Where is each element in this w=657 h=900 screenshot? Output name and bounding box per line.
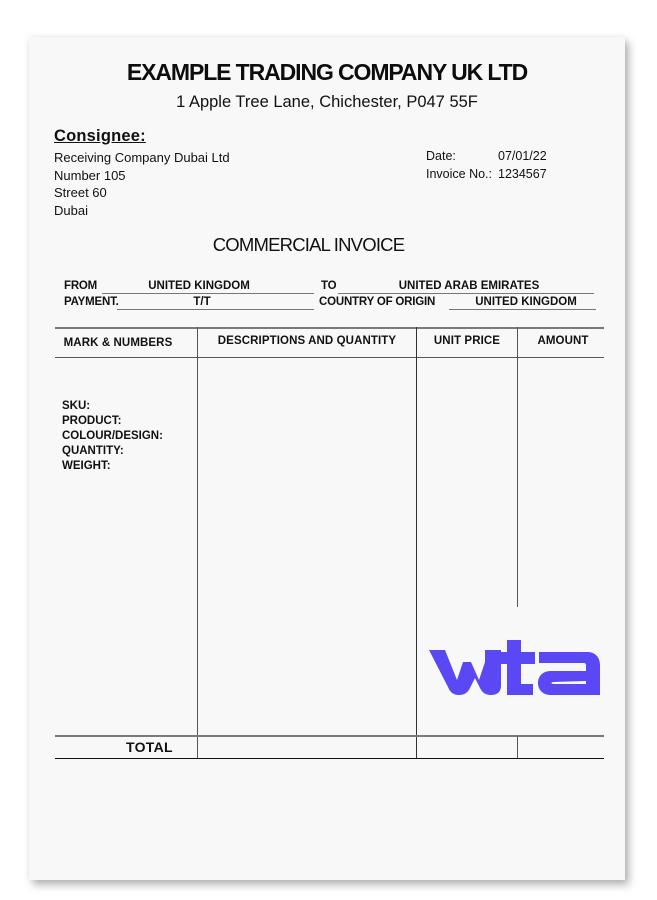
attribute-weight: WEIGHT: [62,460,111,472]
country-of-origin-label: COUNTRY OF ORIGIN [319,296,436,308]
invoice-number-value: 1234567 [498,167,547,181]
item-attributes [62,399,163,474]
table-header-bottom-border [55,357,604,358]
consignee-address [54,149,230,219]
invoice-page [29,37,625,880]
date-label: Date: [426,149,456,163]
table-top-border [55,327,604,329]
country-of-origin-value: UNITED KINGDOM [475,296,577,308]
column-header-descriptions: DESCRIPTIONS AND QUANTITY [217,335,397,347]
column-divider-3 [517,327,518,607]
from-value: UNITED KINGDOM [148,280,250,292]
total-label: TOTAL [126,739,173,755]
consignee-line: Number 105 [54,167,126,183]
attribute-colour-design: COLOUR/DESIGN: [62,430,163,442]
consignee-title: Consignee: [54,127,146,145]
document-title: COMMERCIAL INVOICE [212,234,405,255]
company-address: 1 Apple Tree Lane, Chichester, P047 55F [176,93,478,111]
wta-logo-icon [427,640,603,696]
consignee-line: Receiving Company Dubai Ltd [54,150,230,165]
payment-value: T/T [193,296,211,308]
from-label: FROM [64,280,98,292]
date-value: 07/01/22 [498,149,547,163]
payment-underline [117,309,314,310]
attribute-product: PRODUCT: [62,415,122,427]
total-amount-divider [517,736,518,758]
to-value: UNITED ARAB EMIRATES [398,280,540,292]
column-header-unit-price: UNIT PRICE [433,335,501,347]
column-header-amount: AMOUNT [537,335,589,347]
attribute-sku: SKU: [62,400,91,412]
from-underline [102,293,314,294]
column-header-mark-numbers: MARK & NUMBERS [63,337,173,349]
origin-underline [449,309,596,310]
consignee-line: Dubai [54,202,88,218]
column-divider-2 [416,327,417,758]
payment-label: PAYMENT. [64,296,119,308]
invoice-number-label: Invoice No.: [426,167,493,181]
company-name: EXAMPLE TRADING COMPANY UK LTD [126,59,528,85]
consignee-line: Street 60 [54,185,107,200]
to-underline [338,293,594,294]
attribute-quantity: QUANTITY: [62,445,124,457]
to-label: TO [321,280,337,292]
total-row-top-border [55,735,604,737]
total-row-bottom-border [55,758,604,759]
column-divider-1 [197,327,198,758]
wta-logo [427,640,603,701]
